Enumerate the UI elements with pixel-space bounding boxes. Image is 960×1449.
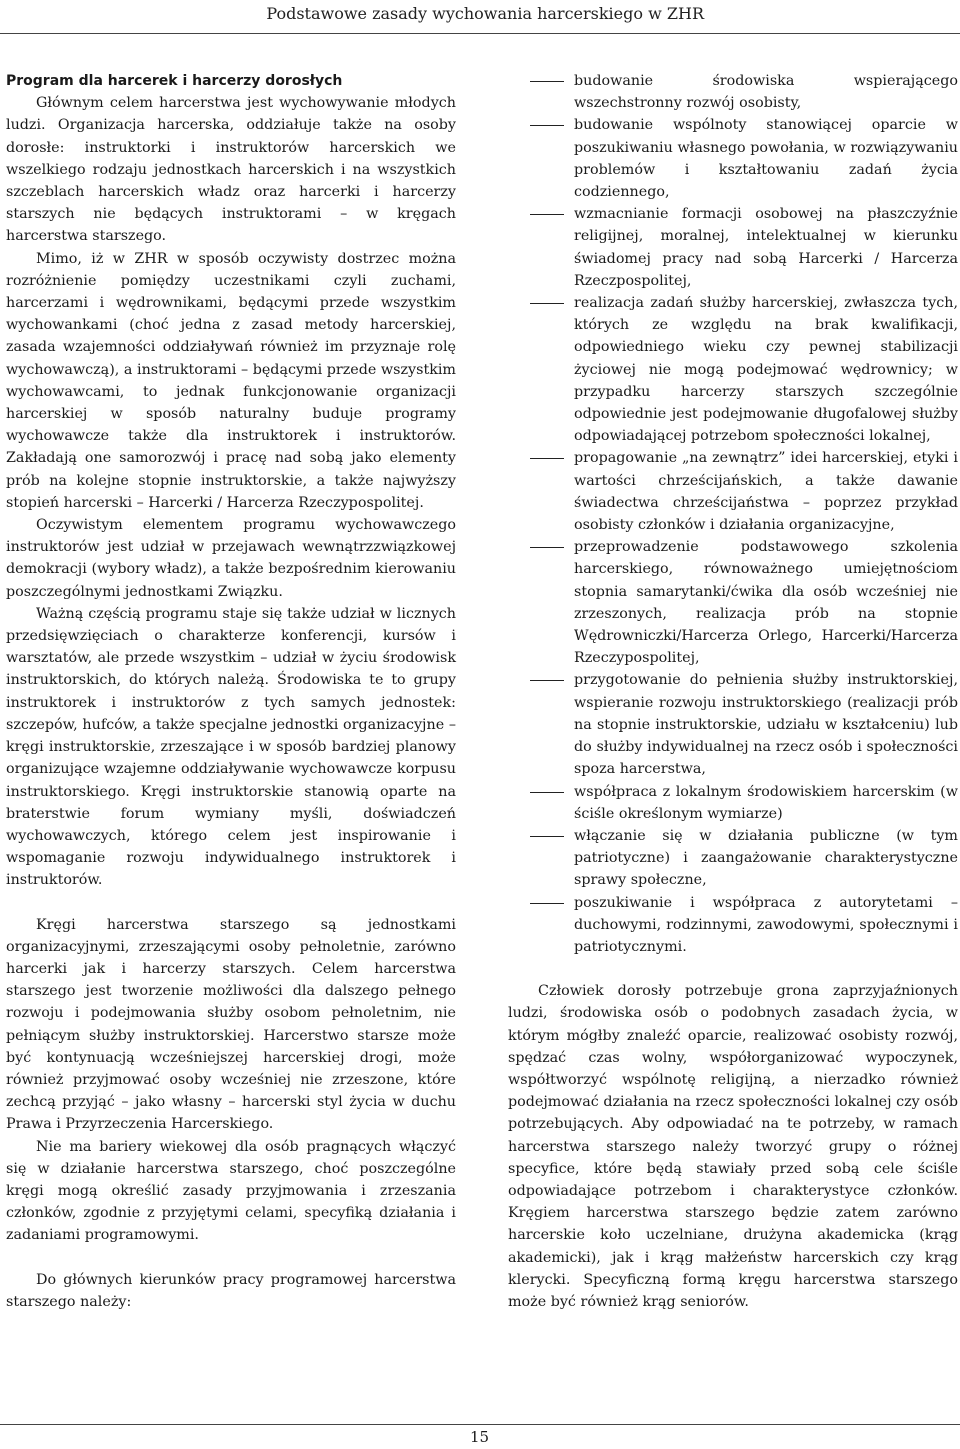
list-item: przygotowanie do pełnienia służby instruktorskiej, wspieranie rozwoju instruktorskiego (realizacji prób na stopnie instruktorskie, udziału w kształceniu) lub do służby indywidualnej na rzecz osób i społeczności spoza harcerstwa, xyxy=(508,669,958,780)
page-number: 15 xyxy=(470,1428,490,1446)
paragraph-democracy: Oczywistym elementem programu wychowawczego instruktorów jest udział w przejawach wewnątrzzwiązkowej demokracji (wybory władz), a także bezpośrednim kierowaniu poszczególnymi jednostkami Związku. xyxy=(6,517,456,600)
list-item: budowanie środowiska wspierającego wszechstronny rozwój osobisty, xyxy=(508,70,958,114)
right-column xyxy=(508,70,958,1313)
left-column xyxy=(6,70,456,1313)
list-item: poszukiwanie i współpraca z autorytetami – duchowymi, rodzinnymi, zawodowymi, społecznymi i patriotycznymi. xyxy=(508,892,958,959)
paragraph-directions-intro: Do głównych kierunków pracy programowej harcerstwa starszego należy: xyxy=(6,1271,456,1310)
list-item: wzmacnianie formacji osobowej na płaszczyźnie religijnej, moralnej, intelektualnej w kierunku świadomej pracy nad sobą Harcerki / Harcerza Rzeczpospolitej, xyxy=(508,203,958,292)
paragraph-age-barrier: Nie ma bariery wiekowej dla osób pragnących włączyć się w działanie harcerstwa starszego, choć poszczególne kręgi mogą określić zasady przyjmowania i zrzeszania członków, zgodnie z przyjętymi celami, specyfiką działania i zadaniami programowymi. xyxy=(6,1138,456,1244)
section-title: Program dla harcerek i harcerzy dorosłych xyxy=(6,73,343,89)
paragraph-adult-needs: Człowiek dorosły potrzebuje grona zaprzyjaźnionych ludzi, środowiska osób o podobnych zasadach życia, w którym mógłby znaleźć oparcie, realizować osobisty rozwój, spędzać czas wolny, współorganizować wypoczynek, współtworzyć wspólnotę religijną, a nierzadko również podejmować działania na rzecz społeczności lokalnej czy osób potrzebujących. Aby odpowiadać na te potrzeby, w ramach harcerstwa starszego należy tworzyć grupy o różnej specyfice, które będą stawiały przed sobą cele ściśle odpowiadające potrzebom i charakterystyce członków. Kręgiem harcerstwa starszego będzie zatem zarówno harcerskie koło uczelniane, drużyna akademicka (krąg akademicki), jak i krąg małżeństw harcerskich czy krąg klerycki. Specyficzną formą kręgu harcerstwa starszego może być również krąg seniorów. xyxy=(508,983,958,1310)
footer-divider xyxy=(0,1424,960,1425)
list-item: przeprowadzenie podstawowego szkolenia harcerskiego, równoważnego umiejętnościom stopnia samarytanki/ćwika dla osób wcześniej nie zrzeszonych, realizacja prób na stopnie Wędrowniczki/Harcerza Orlego, Harcerki/Harcerza Rzeczypospolitej, xyxy=(508,536,958,669)
list-item: realizacja zadań służby harcerskiej, zwłaszcza tych, których ze względu na brak kwalifikacji, odpowiedniego wieku czy pewnej stabilizacji życiowej nie mogą podejmować wędrownicy; w przypadku harcerzy starszych szczególnie odpowiednie jest podejmowanie długofalowej służby odpowiadającej potrzebom społeczności lokalnej, xyxy=(508,292,958,447)
paragraph-intro: Głównym celem harcerstwa jest wychowywanie młodych ludzi. Organizacja harcerska, oddziałuje także na osoby dorosłe: instruktorki i instruktorów harcerskich we wszelkiego rodzaju jednostkach harcerskich i na wszystkich szczeblach harcerskich władz oraz harcerki i harcerzy starszych nie będących instruktorami – w kręgach harcerstwa starszego. xyxy=(6,95,456,245)
list-item: propagowanie „na zewnątrz” idei harcerskiej, etyki i wartości chrześcijańskich, a także dawanie świadectwa chrześcijaństwa – poprzez przykład osobisty członków i działania organizacyjne, xyxy=(508,447,958,536)
paragraph-instructor-programs: Mimo, iż w ZHR w sposób oczywisty dostrzec można rozróżnienie pomiędzy uczestnikami czyli zuchami, harcerzami i wędrownikami, będącymi przede wszystkim wychowankami (choć jedna z zasad metody harcerskiej, zasada wzajemności oddziaływań również im przyznaje rolę wychowawczą), a instruktorami – będącymi przede wszystkim wychowawcami, to jednak funkcjonowanie organizacji harcerskiej w sposób naturalny buduje programy wychowawcze także dla instruktorek i instruktorów. Zakładają one samorozwój i pracę nad sobą jako elementy prób na kolejne stopnie instruktorskie, a także najwyższy stopień harcerski – Harcerki / Harcerza Rzeczypospolitej. xyxy=(6,250,456,511)
page-header xyxy=(0,0,960,34)
spacer xyxy=(6,892,456,914)
header-divider xyxy=(0,33,960,34)
directions-list xyxy=(508,70,958,958)
paragraph-senior-scouting: Kręgi harcerstwa starszego są jednostkami organizacyjnymi, zrzeszającymi osoby pełnoletnie, zarówno harcerki jak i harcerzy starszych. Celem harcerstwa starszego jest tworzenie możliwości dla dalszego pełnego rozwoju i podejmowania służby osobom pełnoletnim, nie pełniącym służby instruktorskiej. Harcerstwo starsze może być kontynuacją wcześniejszej harcerskiej drogi, może również przyjmować osoby wcześniej nie zrzeszone, które zechcą przyjąć – jako własny – harcerski styl życia w duchu Prawa i Przyrzeczenia Harcerskiego. xyxy=(6,916,456,1133)
list-item: współpraca z lokalnym środowiskiem harcerskim (w ściśle określonym wymiarze) xyxy=(508,781,958,825)
spacer xyxy=(508,958,958,980)
paragraph-instructor-circles: Ważną częścią programu staje się także udział w licznych przedsięwzięciach o charakterze konferencji, kursów i warsztatów, ale przede wszystkim – udział w życiu środowisk instruktorskich, do których należą. Środowiska te to grupy instruktorek i instruktorów z tych samych jednostek: szczepów, hufców, a także specjalne jednostki organizacyjne – kręgi instruktorskie, zrzeszające i w sposób bardziej planowy organizujące wzajemne oddziaływanie wychowawcze korpusu instruktorskiego. Kręgi instruktorskie stanowią oparte na braterstwie forum wymiany myśli, doświadczeń wychowawczych, którego celem jest inspirowanie i wspomaganie rozwoju indywidualnego instruktorek i instruktorów. xyxy=(6,605,456,889)
list-item: włączanie się w działania publiczne (w tym patriotyczne) i zaangażowanie charakterystyczne sprawy społeczne, xyxy=(508,825,958,892)
list-item: budowanie wspólnoty stanowiącej oparcie w poszukiwaniu własnego powołania, w rozwiązywaniu problemów i kształtowaniu zadań życia codziennego, xyxy=(508,114,958,203)
spacer xyxy=(6,1247,456,1269)
running-header-title: Podstawowe zasady wychowania harcerskiego w ZHR xyxy=(266,4,704,23)
